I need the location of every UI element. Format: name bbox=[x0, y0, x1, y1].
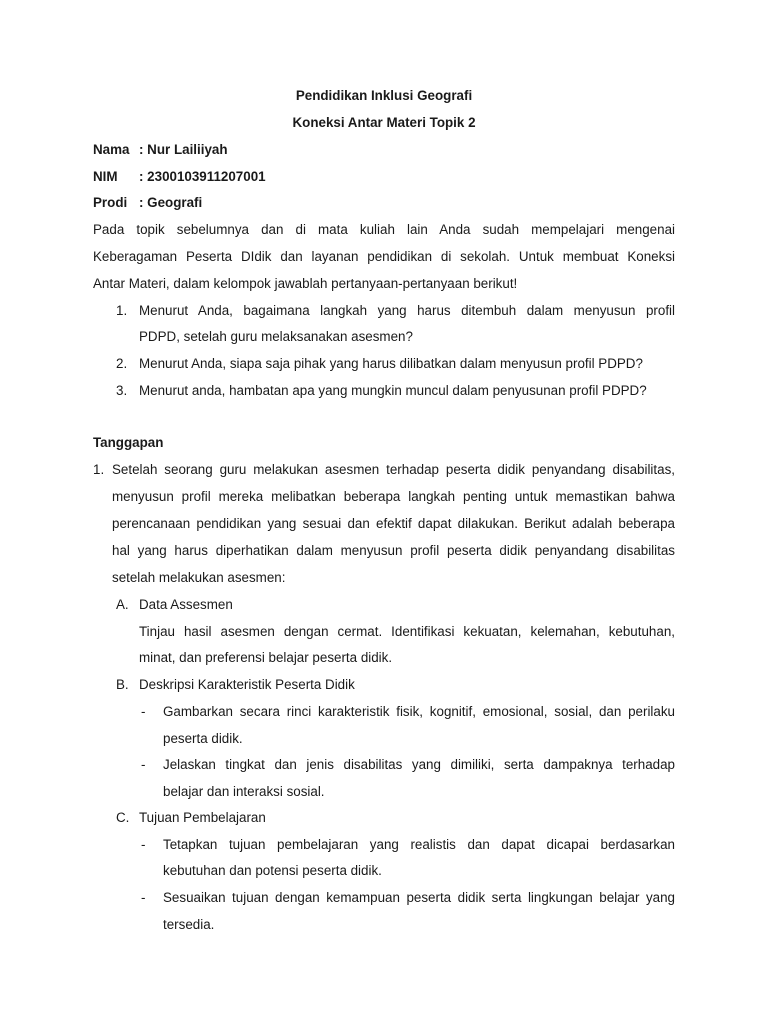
section-letter: A. bbox=[116, 597, 129, 612]
bullet-text: Gambarkan secara rinci karakteristik fisik, kognitif, emosional, sosial, dan perilaku bbox=[163, 704, 675, 719]
section-letter: C. bbox=[116, 810, 130, 825]
question-text: Menurut Anda, siapa saja pihak yang harus dilibatkan dalam menyusun profil PDPD? bbox=[139, 356, 643, 371]
response-line: perencanaan pendidikan yang sesuai dan efektif dapat dilakukan. Berikut adalah beberapa bbox=[112, 516, 675, 531]
response-line: Setelah seorang guru melakukan asesmen terhadap peserta didik penyandang disabilitas, bbox=[112, 462, 675, 477]
nim-value: : 2300103911207001 bbox=[139, 169, 266, 184]
bullet-dash: - bbox=[141, 890, 146, 905]
bullet-dash: - bbox=[141, 837, 146, 852]
intro-line: Antar Materi, dalam kelompok jawablah pertanyaan-pertanyaan berikut! bbox=[93, 276, 518, 291]
response-number: 1. bbox=[93, 462, 105, 477]
bullet-text: peserta didik. bbox=[163, 731, 243, 746]
bullet-text: belajar dan interaksi sosial. bbox=[163, 784, 325, 799]
section-letter: B. bbox=[116, 677, 129, 692]
response-line: setelah melakukan asesmen: bbox=[112, 570, 286, 585]
intro-line: Keberagaman Peserta DIdik dan layanan pendidikan di sekolah. Untuk membuat Koneksi bbox=[93, 249, 675, 264]
question-text: Menurut anda, hambatan apa yang mungkin muncul dalam penyusunan profil PDPD? bbox=[139, 383, 647, 398]
document-subtitle: Koneksi Antar Materi Topik 2 bbox=[292, 115, 476, 130]
bullet-dash: - bbox=[141, 704, 146, 719]
nim-label: NIM bbox=[93, 169, 118, 184]
section-title: Deskripsi Karakteristik Peserta Didik bbox=[139, 677, 355, 692]
document-title: Pendidikan Inklusi Geografi bbox=[295, 88, 473, 103]
bullet-text: tersedia. bbox=[163, 917, 215, 932]
intro-line: Pada topik sebelumnya dan di mata kuliah lain Anda sudah mempelajari mengenai bbox=[93, 222, 675, 237]
question-text: Menurut Anda, bagaimana langkah yang harus ditembuh dalam menyusun profil bbox=[139, 303, 675, 318]
name-value: : Nur Lailiiyah bbox=[139, 142, 228, 157]
question-text: PDPD, setelah guru melaksanakan asesmen? bbox=[139, 329, 413, 344]
prodi-value: : Geografi bbox=[139, 195, 203, 210]
section-text: Tinjau hasil asesmen dengan cermat. Identifikasi kekuatan, kelemahan, kebutuhan, bbox=[139, 624, 675, 639]
response-line: hal yang harus diperhatikan dalam menyusun profil peserta didik penyandang disabilitas bbox=[112, 543, 675, 558]
section-text: minat, dan preferensi belajar peserta didik. bbox=[139, 650, 393, 665]
section-title: Tujuan Pembelajaran bbox=[139, 810, 266, 825]
bullet-dash: - bbox=[141, 757, 146, 772]
bullet-text: Jelaskan tingkat dan jenis disabilitas yang dimiliki, serta dampaknya terhadap bbox=[163, 757, 675, 772]
bullet-text: Tetapkan tujuan pembelajaran yang realistis dan dapat dicapai berdasarkan bbox=[163, 837, 675, 852]
bullet-text: kebutuhan dan potensi peserta didik. bbox=[163, 863, 382, 878]
question-number: 2. bbox=[116, 356, 128, 371]
question-number: 1. bbox=[116, 303, 128, 318]
response-heading: Tanggapan bbox=[93, 435, 164, 450]
section-title: Data Assesmen bbox=[139, 597, 233, 612]
name-label: Nama bbox=[93, 142, 130, 157]
question-number: 3. bbox=[116, 383, 128, 398]
prodi-label: Prodi bbox=[93, 195, 128, 210]
response-line: menyusun profil mereka melibatkan beberapa langkah penting untuk memastikan bahwa bbox=[112, 489, 675, 504]
bullet-text: Sesuaikan tujuan dengan kemampuan peserta didik serta lingkungan belajar yang bbox=[163, 890, 675, 905]
